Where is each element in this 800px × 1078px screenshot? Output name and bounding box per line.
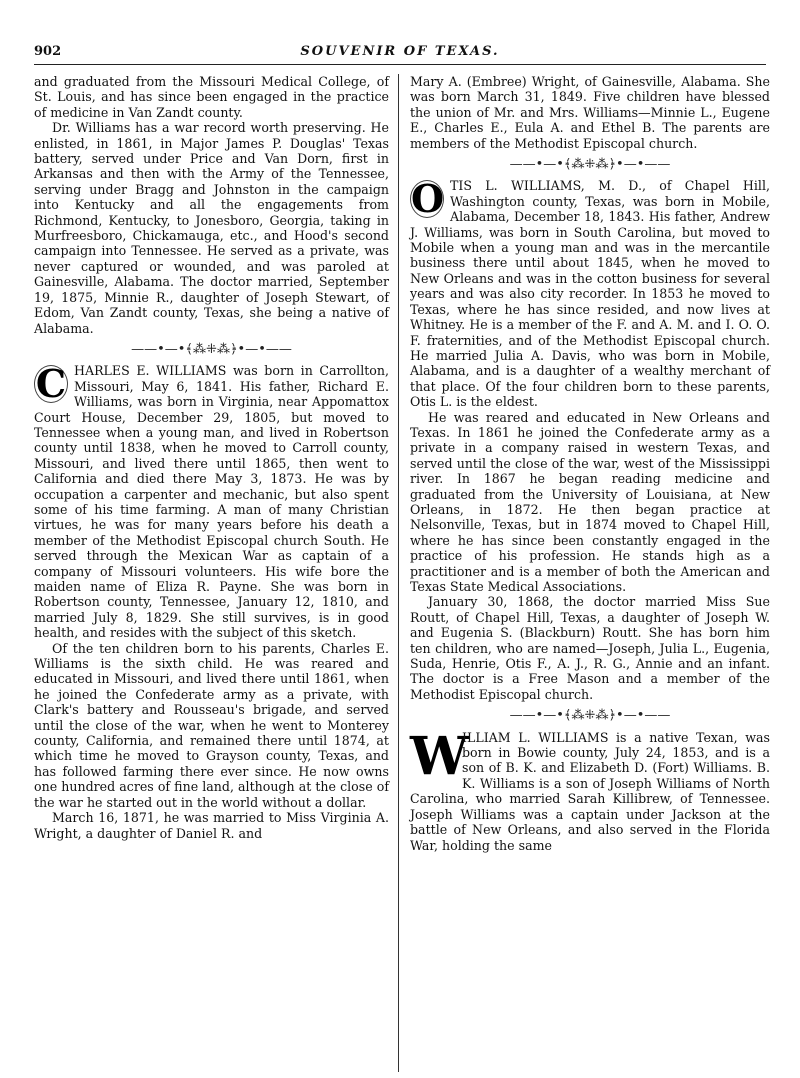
drop-cap: C xyxy=(35,361,67,407)
biography-william-williams xyxy=(410,725,770,853)
drop-cap: O xyxy=(411,176,445,222)
paragraph: Mary A. (Embree) Wright, of Gainesville, Alabama. She was born March 31, 1849. Five children have blessed the union of Mr. and Mrs. Williams—Minnie L., Eugene E., Charles E., Eula A. and Ethel B. The parents are members of the Methodist Episcopal church. xyxy=(410,74,770,151)
section-ornament: ——•—•﴾⁂⁜⁂﴿•—•—— xyxy=(131,341,292,357)
left-column xyxy=(34,74,389,841)
paragraph: January 30, 1868, the doctor married Miss Sue Routt, of Chapel Hill, Texas, a daughter of Joseph W. and Eugenia S. (Blackburn) Routt. She has born him ten children, who are named—Joseph, Julia L., Eugenia, Suda, Henrie, Otis F., A. J., R. G., Annie and an infant. The doctor is a Free Mason and a member of the Methodist Episcopal church. xyxy=(410,594,770,702)
section-ornament: ——•—•﴾⁂⁜⁂﴿•—•—— xyxy=(509,708,671,724)
section-ornament: ——•—•﴾⁂⁜⁂﴿•—•—— xyxy=(509,157,671,173)
right-column xyxy=(410,74,770,853)
paragraph: TIS L. WILLIAMS, M. D., of Chapel Hill, Washington county, Texas, was born in Mobile, Alabama, December 18, 1843. His father, Andrew J. Williams, was born in South Carolina, but moved to Mobile when a young man and was in the mercantile business there until about 1845, when he moved to New Orleans and was in the cotton business for several years and was also city recorder. In 1853 he moved to Texas, where he has since resided, and now lives at Whitney. He is a member of the F. and A. M. and I. O. O. F. fraternities, and of the Methodist Episcopal church. He married Julia A. Davis, who was born in Mobile, Alabama, and is a daughter of a wealthy merchant of that place. Of the four children born to these parents, Otis L. is the eldest. xyxy=(410,178,770,410)
biography-otis-williams xyxy=(410,178,770,702)
paragraph: March 16, 1871, he was married to Miss Virginia A. Wright, a daughter of Daniel R. and xyxy=(34,810,389,841)
biography-charles-williams xyxy=(34,363,389,841)
header-rule xyxy=(34,64,766,65)
page-header xyxy=(34,44,766,64)
paragraph: and graduated from the Missouri Medical College, of St. Louis, and has since been engaged in the practice of medicine in Van Zandt county. xyxy=(34,74,389,120)
page-number: 902 xyxy=(34,44,62,59)
paragraph: ILLIAM L. WILLIAMS is a native Texan, was born in Bowie county, July 24, 1853, and is a son of B. K. and Elizabeth D. (Fort) Williams. B. K. Williams is a son of Joseph Williams of North Carolina, who married Sarah Killibrew, of Tennessee. Joseph Williams was a captain under Jackson at the battle of New Orleans, and also served in the Florida War, holding the same xyxy=(410,729,770,853)
paragraph: He was reared and educated in New Orleans and Texas. In 1861 he joined the Confederate army as a private in a company raised in western Texas, and served until the close of the war, west of the Mississippi river. In 1867 he began reading medicine and graduated from the University of Louisiana, at New Orleans, in 1872. He then began practice at Nelsonville, Texas, but in 1874 moved to Chapel Hill, where he has since been constantly engaged in the practice of his profession. He stands high as a practitioner and is a member of both the American and Texas State Medical Associations. xyxy=(410,409,770,594)
paragraph: Dr. Williams has a war record worth preserving. He enlisted, in 1861, in Major James P. Douglas' Texas battery, served under Price and Van Dorn, first in Arkansas and then with the Army of the Tennessee, serving under Bragg and Johnston in the campaign into Kentucky and all the engagements from Richmond, Kentucky, to Jonesboro, Georgia, taking in Murfreesboro, Chickamauga, etc., and Hood's second campaign into Tennessee. He served as a private, was never captured or wounded, and was paroled at Gainesville, Alabama. The doctor married, September 19, 1875, Minnie R., daughter of Joseph Stewart, of Edom, Van Zandt county, Texas, she being a native of Alabama. xyxy=(34,120,389,336)
drop-cap: W xyxy=(410,725,469,787)
paragraph: HARLES E. WILLIAMS was born in Carrollton, Missouri, May 6, 1841. His father, Richard E. Williams, was born in Virginia, near Appomattox Court House, December 29, 1805, but moved to Tennessee when a young man, and lived in Robertson county until 1838, when he moved to Carroll county, Missouri, and lived there until 1865, then went to California and died there May 3, 1873. He was by occupation a carpenter and mechanic, but also spent some of his time farming. A man of many Christian virtues, he was for many years before his death a member of the Methodist Episcopal church South. He served through the Mexican War as captain of a company of Missouri volunteers. His wife bore the maiden name of Eliza R. Payne. She was born in Robertson county, Tennessee, January 12, 1810, and married July 8, 1829. She still survives, is in good health, and resides with the subject of this sketch. xyxy=(34,363,389,641)
running-title: SOUVENIR OF TEXAS. xyxy=(300,44,500,59)
paragraph: Of the ten children born to his parents, Charles E. Williams is the sixth child. He was reared and educated in Missouri, and lived there until 1861, when he joined the Confederate army as a private, with Clark's battery and Rousseau's brigade, and served until the close of the war, when he went to Monterey county, California, and remained there until 1874, at which time he moved to Grayson county, Texas, and has followed farming there ever since. He now owns one hundred acres of fine land, although at the close of the war he started out in the world without a dollar. xyxy=(34,640,389,810)
column-divider xyxy=(398,74,399,1072)
